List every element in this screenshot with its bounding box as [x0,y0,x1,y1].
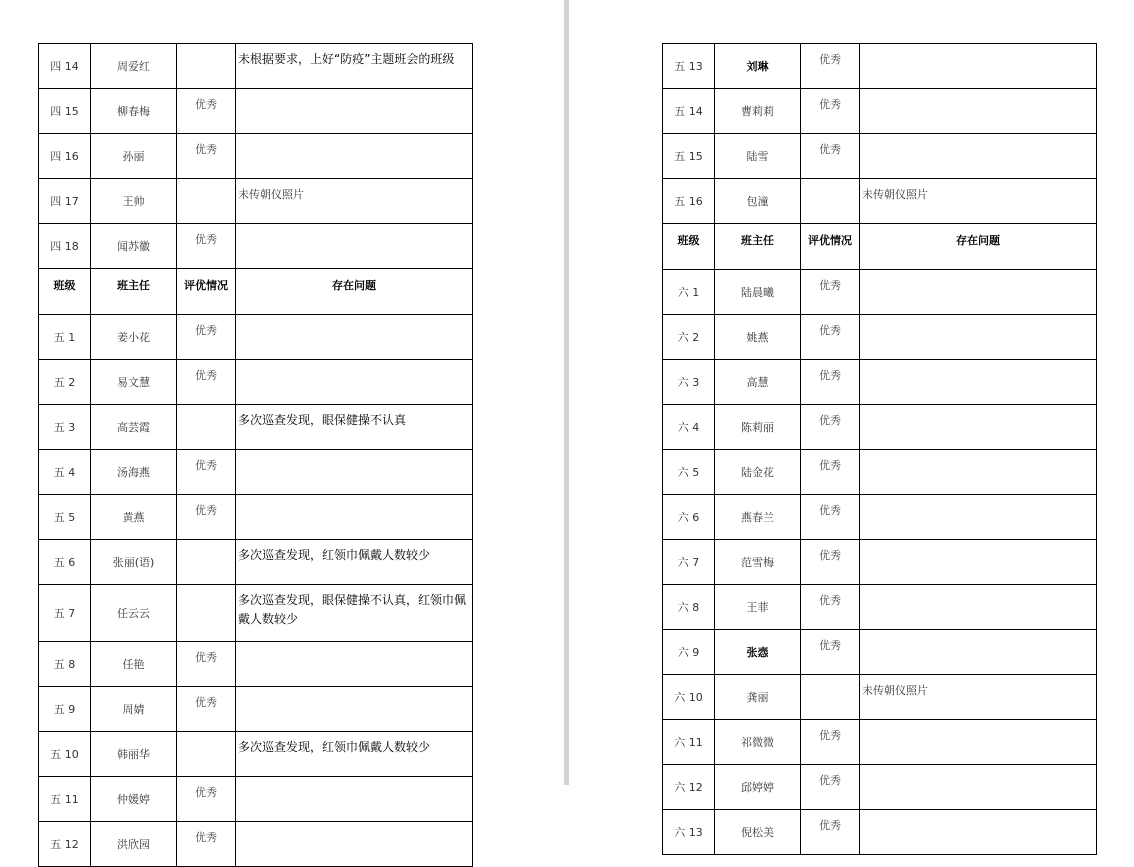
class-cell: 五 11 [39,777,91,822]
header-rating: 评优情况 [801,224,860,270]
teacher-cell: 高芸霞 [91,405,177,450]
class-rating-table-right [662,43,1097,855]
problem-cell: 多次巡查发现，眼保健操不认真，红领巾佩戴人数较少 [236,585,473,642]
rating-cell [177,540,236,585]
table-row [663,810,1097,855]
problem-cell [236,777,473,822]
problem-cell [860,360,1097,405]
class-cell: 四 15 [39,89,91,134]
problem-cell [860,540,1097,585]
table-row [39,732,473,777]
teacher-cell: 易文慧 [91,360,177,405]
table-row [39,495,473,540]
rating-cell: 优秀 [177,450,236,495]
problem-cell [236,642,473,687]
class-cell: 六 8 [663,585,715,630]
rating-cell: 优秀 [801,540,860,585]
teacher-cell: 龚丽 [715,675,801,720]
rating-cell [801,675,860,720]
teacher-cell: 刘琳 [715,44,801,89]
table-header-row [39,269,473,315]
table-row [39,405,473,450]
problem-cell: 未传朝仪照片 [236,179,473,224]
class-cell: 六 12 [663,765,715,810]
problem-cell [860,405,1097,450]
teacher-cell: 张悫 [715,630,801,675]
class-cell: 四 16 [39,134,91,179]
problem-cell [236,315,473,360]
class-cell: 六 5 [663,450,715,495]
problem-cell [860,270,1097,315]
teacher-cell: 柳春梅 [91,89,177,134]
rating-cell: 优秀 [801,89,860,134]
class-cell: 四 14 [39,44,91,89]
table-row [663,89,1097,134]
rating-cell: 优秀 [801,585,860,630]
rating-cell [177,732,236,777]
rating-cell: 优秀 [801,360,860,405]
teacher-cell: 张丽(语) [91,540,177,585]
teacher-cell: 韩丽华 [91,732,177,777]
problem-cell: 多次巡查发现，红领巾佩戴人数较少 [236,540,473,585]
class-cell: 五 1 [39,315,91,360]
class-cell: 五 5 [39,495,91,540]
teacher-cell: 周爱红 [91,44,177,89]
problem-cell [860,450,1097,495]
problem-cell [236,822,473,867]
header-rating: 评优情况 [177,269,236,315]
table-row [39,777,473,822]
teacher-cell: 高慧 [715,360,801,405]
problem-cell [860,89,1097,134]
table-row [663,179,1097,224]
teacher-cell: 任艳 [91,642,177,687]
table-row [39,315,473,360]
rating-cell: 优秀 [177,642,236,687]
teacher-cell: 包潼 [715,179,801,224]
problem-cell [860,585,1097,630]
rating-cell: 优秀 [801,405,860,450]
problem-cell [860,720,1097,765]
table-row [39,540,473,585]
teacher-cell: 陆雪 [715,134,801,179]
rating-cell: 优秀 [177,822,236,867]
header-problem: 存在问题 [860,224,1097,270]
rating-cell: 优秀 [801,315,860,360]
header-teacher: 班主任 [715,224,801,270]
rating-cell: 优秀 [177,687,236,732]
table-row [663,450,1097,495]
table-row [39,360,473,405]
rating-cell: 优秀 [177,315,236,360]
table-row [39,450,473,495]
problem-cell [236,224,473,269]
rating-cell: 优秀 [177,495,236,540]
rating-cell [177,585,236,642]
teacher-cell: 陆金花 [715,450,801,495]
table-row [39,822,473,867]
rating-cell: 优秀 [177,777,236,822]
problem-cell [860,810,1097,855]
teacher-cell: 姜小花 [91,315,177,360]
table-row [663,134,1097,179]
table-row [663,270,1097,315]
document-page-right [569,0,1134,839]
class-cell: 六 4 [663,405,715,450]
teacher-cell: 陈莉丽 [715,405,801,450]
problem-cell [860,315,1097,360]
class-cell: 四 18 [39,224,91,269]
teacher-cell: 汤海燕 [91,450,177,495]
table-row [663,405,1097,450]
class-cell: 五 10 [39,732,91,777]
teacher-cell: 邱婷婷 [715,765,801,810]
class-cell: 六 13 [663,810,715,855]
teacher-cell: 王菲 [715,585,801,630]
rating-cell: 优秀 [801,810,860,855]
class-cell: 五 6 [39,540,91,585]
table-row [39,585,473,642]
rating-cell [177,179,236,224]
teacher-cell: 黄燕 [91,495,177,540]
table-row [39,687,473,732]
teacher-cell: 任云云 [91,585,177,642]
class-cell: 六 6 [663,495,715,540]
rating-cell [177,44,236,89]
table-row [39,642,473,687]
problem-cell [860,134,1097,179]
problem-cell [236,495,473,540]
table-row [39,179,473,224]
problem-cell: 多次巡查发现，眼保健操不认真 [236,405,473,450]
problem-cell [860,44,1097,89]
rating-cell: 优秀 [177,360,236,405]
class-cell: 四 17 [39,179,91,224]
class-cell: 五 15 [663,134,715,179]
class-cell: 五 4 [39,450,91,495]
problem-cell [236,450,473,495]
document-page-left [0,0,564,851]
table-row [663,360,1097,405]
rating-cell: 优秀 [801,630,860,675]
class-cell: 五 14 [663,89,715,134]
class-cell: 六 9 [663,630,715,675]
teacher-cell: 燕春兰 [715,495,801,540]
table-row [663,44,1097,89]
problem-cell [236,687,473,732]
table-header-row [663,224,1097,270]
table-row [663,315,1097,360]
class-cell: 五 7 [39,585,91,642]
problem-cell: 未传朝仪照片 [860,179,1097,224]
teacher-cell: 周婧 [91,687,177,732]
problem-cell: 多次巡查发现，红领巾佩戴人数较少 [236,732,473,777]
teacher-cell: 闻苏徽 [91,224,177,269]
class-cell: 五 2 [39,360,91,405]
rating-cell: 优秀 [801,44,860,89]
teacher-cell: 洪欣园 [91,822,177,867]
rating-cell: 优秀 [801,134,860,179]
class-cell: 五 3 [39,405,91,450]
rating-cell [177,405,236,450]
table-row [663,720,1097,765]
header-teacher: 班主任 [91,269,177,315]
class-cell: 六 11 [663,720,715,765]
rating-cell: 优秀 [801,450,860,495]
class-rating-table-left [38,43,473,867]
class-cell: 五 9 [39,687,91,732]
table-row [39,89,473,134]
class-cell: 六 3 [663,360,715,405]
rating-cell: 优秀 [177,134,236,179]
class-cell: 六 7 [663,540,715,585]
rating-cell: 优秀 [801,270,860,315]
rating-cell: 优秀 [177,89,236,134]
table-row [663,675,1097,720]
header-problem: 存在问题 [236,269,473,315]
teacher-cell: 曹莉莉 [715,89,801,134]
header-class: 班级 [663,224,715,270]
teacher-cell: 王帅 [91,179,177,224]
problem-cell: 未根据要求，上好“防疫”主题班会的班级 [236,44,473,89]
rating-cell: 优秀 [801,765,860,810]
rating-cell: 优秀 [177,224,236,269]
teacher-cell: 姚燕 [715,315,801,360]
problem-cell [860,630,1097,675]
teacher-cell: 祁微微 [715,720,801,765]
table-row [663,585,1097,630]
teacher-cell: 仲媛婷 [91,777,177,822]
problem-cell [236,134,473,179]
problem-cell [236,89,473,134]
rating-cell: 优秀 [801,495,860,540]
class-cell: 五 12 [39,822,91,867]
class-cell: 五 8 [39,642,91,687]
teacher-cell: 倪松美 [715,810,801,855]
problem-cell: 未传朝仪照片 [860,675,1097,720]
teacher-cell: 范雪梅 [715,540,801,585]
table-row [39,44,473,89]
rating-cell: 优秀 [801,720,860,765]
table-row [39,134,473,179]
rating-cell [801,179,860,224]
problem-cell [236,360,473,405]
class-cell: 六 2 [663,315,715,360]
teacher-cell: 孙丽 [91,134,177,179]
class-cell: 五 16 [663,179,715,224]
problem-cell [860,495,1097,540]
class-cell: 五 13 [663,44,715,89]
table-row [663,495,1097,540]
table-row [663,630,1097,675]
class-cell: 六 1 [663,270,715,315]
class-cell: 六 10 [663,675,715,720]
table-row [663,765,1097,810]
table-row [663,540,1097,585]
header-class: 班级 [39,269,91,315]
teacher-cell: 陆晨曦 [715,270,801,315]
problem-cell [860,765,1097,810]
table-row [39,224,473,269]
